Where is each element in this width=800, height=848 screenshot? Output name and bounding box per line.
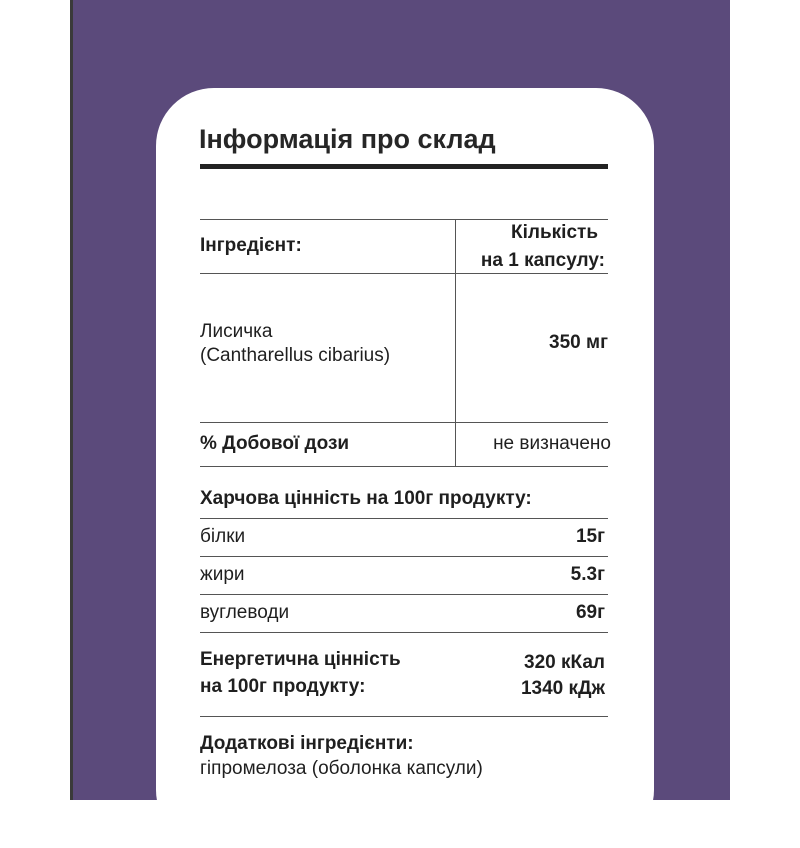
title-underline [200, 164, 608, 169]
nutrition-divider [200, 632, 608, 633]
nutrition-divider [200, 518, 608, 519]
table-row-border [200, 422, 608, 423]
additional-ingredients-text: гіпромелоза (оболонка капсули) [200, 758, 483, 779]
table-top-border [200, 219, 608, 220]
page-title: Інформація про склад [199, 124, 496, 154]
nutrition-row-label: вуглеводи [200, 602, 290, 623]
energy-kcal-value: 320 кКал [524, 652, 605, 673]
nutrition-divider [200, 556, 608, 557]
energy-label-line2: на 100г продукту: [200, 676, 366, 697]
amount-column-header-line1: Кількість [511, 222, 598, 243]
nutrition-divider [200, 594, 608, 595]
additional-ingredients-heading: Додаткові інгредієнти: [200, 733, 414, 754]
daily-dose-value: не визначено [493, 433, 611, 454]
energy-divider [200, 716, 608, 717]
nutrition-row-value: 69г [575, 602, 605, 623]
daily-dose-label: % Добової дози [200, 433, 350, 454]
nutrition-row-value: 15г [575, 526, 605, 547]
nutrition-row-value: 5.3г [570, 564, 605, 585]
nutrition-row-label: білки [200, 526, 246, 547]
ingredient-name: Лисичка [200, 321, 273, 342]
table-bottom-border [200, 466, 608, 467]
energy-kj-value: 1340 кДж [520, 678, 605, 699]
table-header-border [200, 273, 608, 274]
ingredient-latin-name: (Cantharellus cibarius) [200, 345, 391, 366]
ingredient-column-header: Інгредієнт: [200, 235, 302, 256]
amount-column-header-line2: на 1 капсулу: [480, 250, 605, 271]
nutrition-heading: Харчова цінність на 100г продукту: [200, 488, 532, 509]
ingredient-amount: 350 мг [549, 332, 608, 353]
nutrition-row-label: жири [200, 564, 245, 585]
energy-label-line1: Енергетична цінність [200, 649, 401, 670]
